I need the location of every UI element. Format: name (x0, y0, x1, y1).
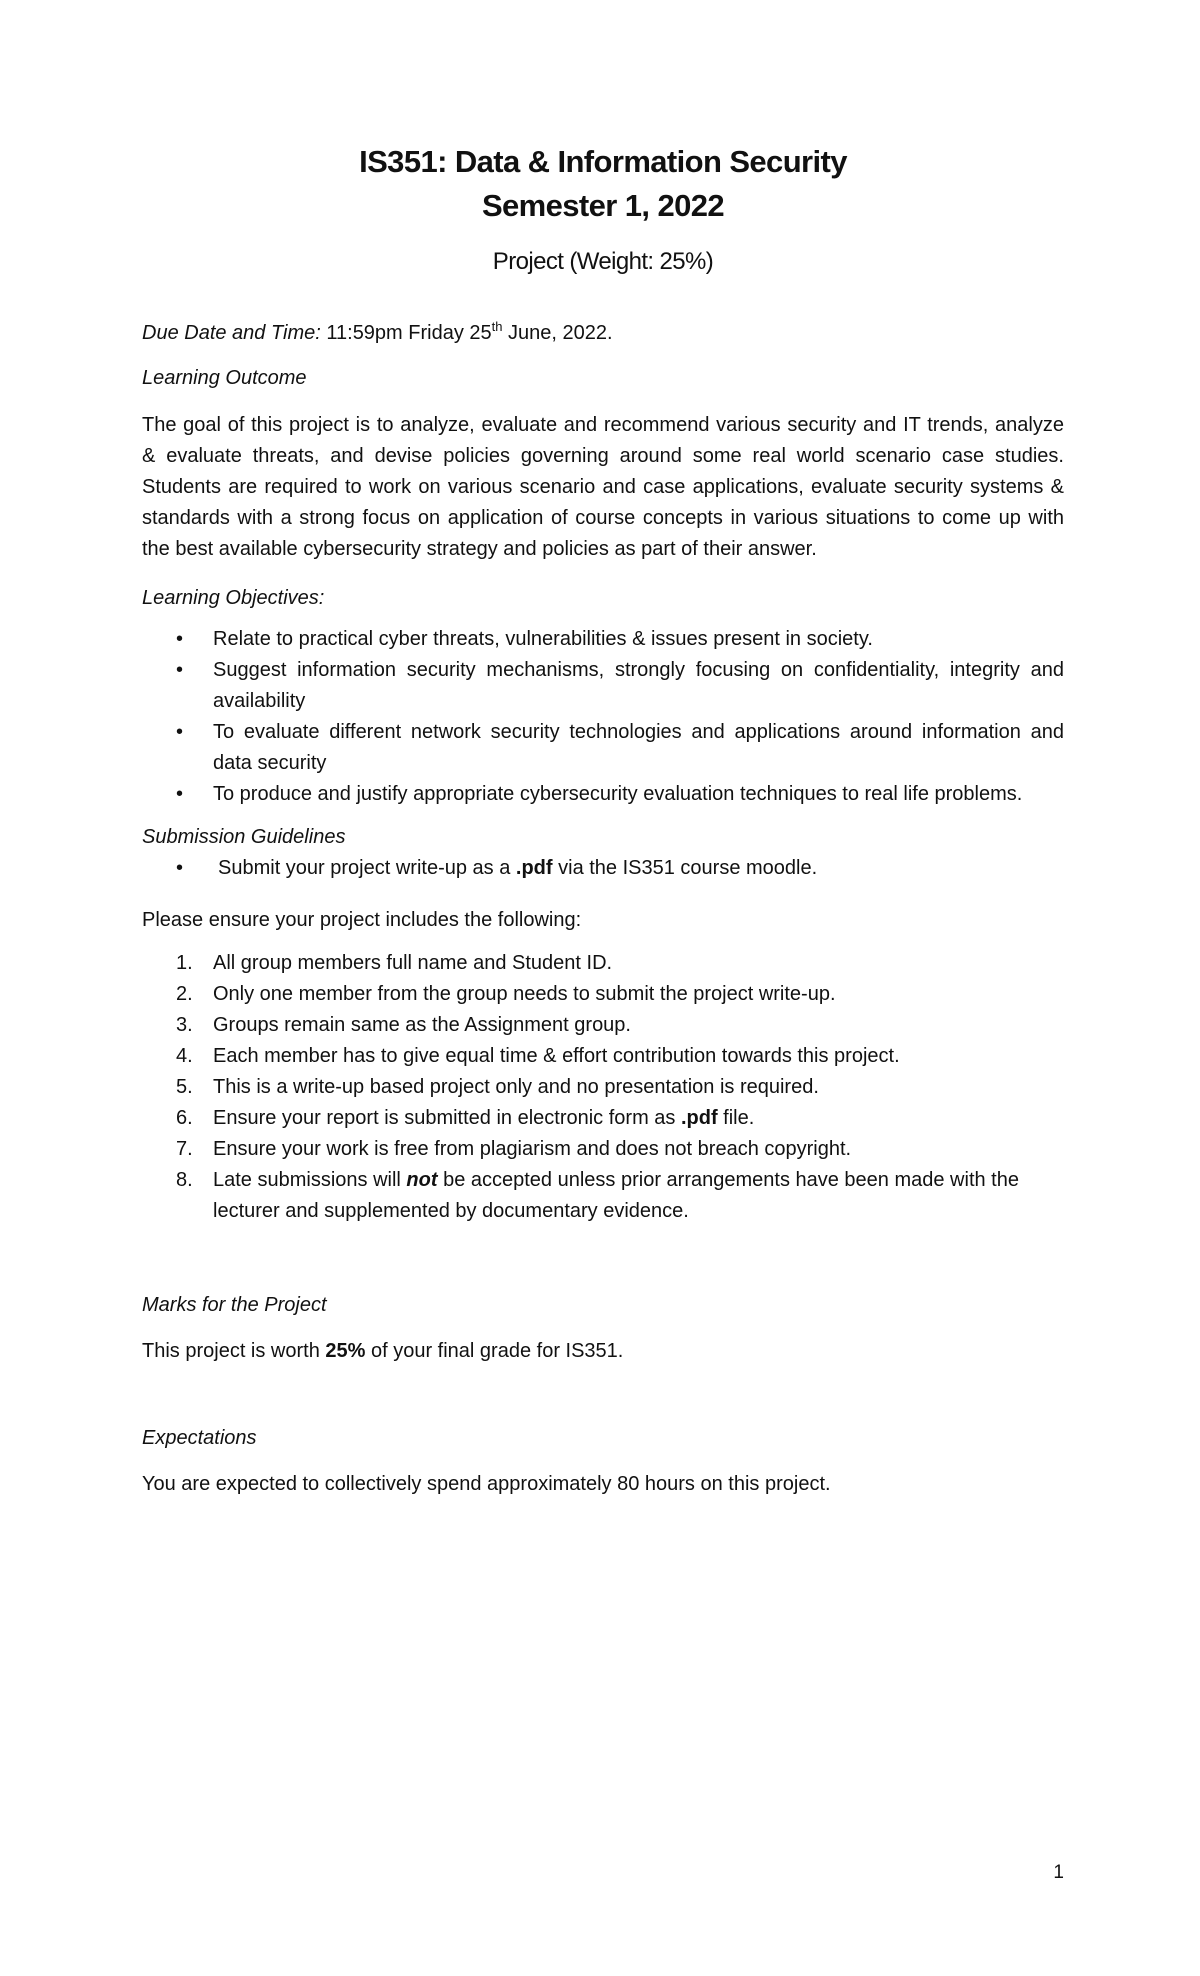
list-item (142, 979, 1064, 1010)
list-item-text: Relate to practical cyber threats, vulnerabilities & issues present in society. (213, 628, 873, 650)
list-number: 1. (176, 952, 193, 974)
bullet-icon: • (176, 628, 184, 650)
marks-heading: Marks for the Project (142, 1294, 327, 1316)
list-number: 7. (176, 1138, 193, 1160)
list-item (142, 1010, 1064, 1041)
learning-objectives-list (142, 624, 1064, 810)
marks-text-start: This project is worth (142, 1340, 326, 1362)
expectations-heading: Expectations (142, 1427, 257, 1449)
list-number: 2. (176, 983, 193, 1005)
list-item-text: To produce and justify appropriate cybersecurity evaluation techniques to real life problems. (213, 783, 1023, 805)
list-item-text: Suggest information security mechanisms, strongly focusing on confidentiality, integrity and availability (213, 659, 1064, 712)
list-item-text: Groups remain same as the Assignment group. (213, 1014, 631, 1036)
list-item (142, 717, 1064, 779)
list-number: 4. (176, 1045, 193, 1067)
list-item (142, 779, 1064, 810)
due-date-label: Due Date and Time: (142, 322, 321, 344)
marks-weight: 25% (325, 1340, 366, 1362)
list-item-text: Each member has to give equal time & effort contribution towards this project. (213, 1045, 900, 1067)
submission-guidelines-list (142, 853, 1064, 884)
bullet-icon: • (176, 857, 184, 879)
list-item (142, 853, 1064, 884)
submission-guidelines-heading: Submission Guidelines (142, 826, 346, 848)
list-item (142, 1103, 1064, 1134)
submission-text-rest: via the IS351 course moodle. (552, 857, 818, 879)
list-number: 5. (176, 1076, 193, 1098)
list-number: 8. (176, 1169, 193, 1191)
list-item (142, 624, 1064, 655)
course-title-line2: Semester 1, 2022 (481, 188, 725, 223)
page-number: 1 (1053, 1862, 1064, 1883)
list-item-text: Ensure your work is free from plagiarism and does not breach copyright. (213, 1138, 852, 1160)
submission-text: Submit your project write-up as a (218, 857, 516, 879)
bullet-icon: • (176, 721, 184, 743)
list-item-text: All group members full name and Student ID. (213, 952, 613, 974)
list-item (142, 1072, 1064, 1103)
list-item-text-rest: be accepted unless prior arrangements have been made with the lecturer and supplemented by documentary evidence. (213, 1169, 1019, 1222)
bullet-icon: • (176, 783, 184, 805)
list-item (142, 948, 1064, 979)
due-date-line (142, 318, 1064, 349)
emphasis-not: not (406, 1169, 438, 1191)
submission-format: .pdf (515, 857, 553, 879)
due-date-rest: June, 2022. (502, 322, 613, 344)
list-item-text: Ensure your report is submitted in electronic form as (213, 1107, 681, 1129)
due-date-ordinal: th (491, 319, 503, 334)
marks-text (142, 1336, 1064, 1367)
list-item-text: Only one member from the group needs to submit the project write-up. (213, 983, 836, 1005)
ensure-intro: Please ensure your project includes the following: (142, 909, 582, 931)
requirements-list (142, 948, 1064, 1227)
course-title-line1: IS351: Data & Information Security (359, 144, 847, 179)
course-title (142, 140, 1064, 228)
expectations-text: You are expected to collectively spend approximately 80 hours on this project. (142, 1473, 831, 1495)
marks-text-end: of your final grade for IS351. (365, 1340, 624, 1362)
learning-outcome-heading: Learning Outcome (142, 367, 307, 389)
document-body (142, 140, 1064, 1500)
bullet-icon: • (176, 659, 184, 681)
list-item (142, 1041, 1064, 1072)
list-item-text: This is a write-up based project only and no presentation is required. (213, 1076, 819, 1098)
list-item (142, 655, 1064, 717)
list-number: 6. (176, 1107, 193, 1129)
due-date-text: 11:59pm Friday 25 (320, 322, 492, 344)
list-item-text-rest: file. (717, 1107, 755, 1129)
list-item-text: To evaluate different network security technologies and applications around information and data security (213, 721, 1064, 774)
list-item (142, 1165, 1064, 1227)
learning-objectives-heading: Learning Objectives: (142, 587, 325, 609)
list-number: 3. (176, 1014, 193, 1036)
project-subtitle: Project (Weight: 25%) (492, 248, 714, 275)
list-item-text: Late submissions will (213, 1169, 407, 1191)
file-format: .pdf (680, 1107, 718, 1129)
list-item (142, 1134, 1064, 1165)
learning-outcome-text: The goal of this project is to analyze, evaluate and recommend various security and IT trends, analyze & evaluate threats, and devise policies governing around some real world scenario case studies. Students are required to work on various scenario and case applications, evaluate security systems & standards with a strong focus on application of course concepts in various situations to come up with the best available cybersecurity strategy and policies as part of their answer. (142, 414, 1064, 560)
